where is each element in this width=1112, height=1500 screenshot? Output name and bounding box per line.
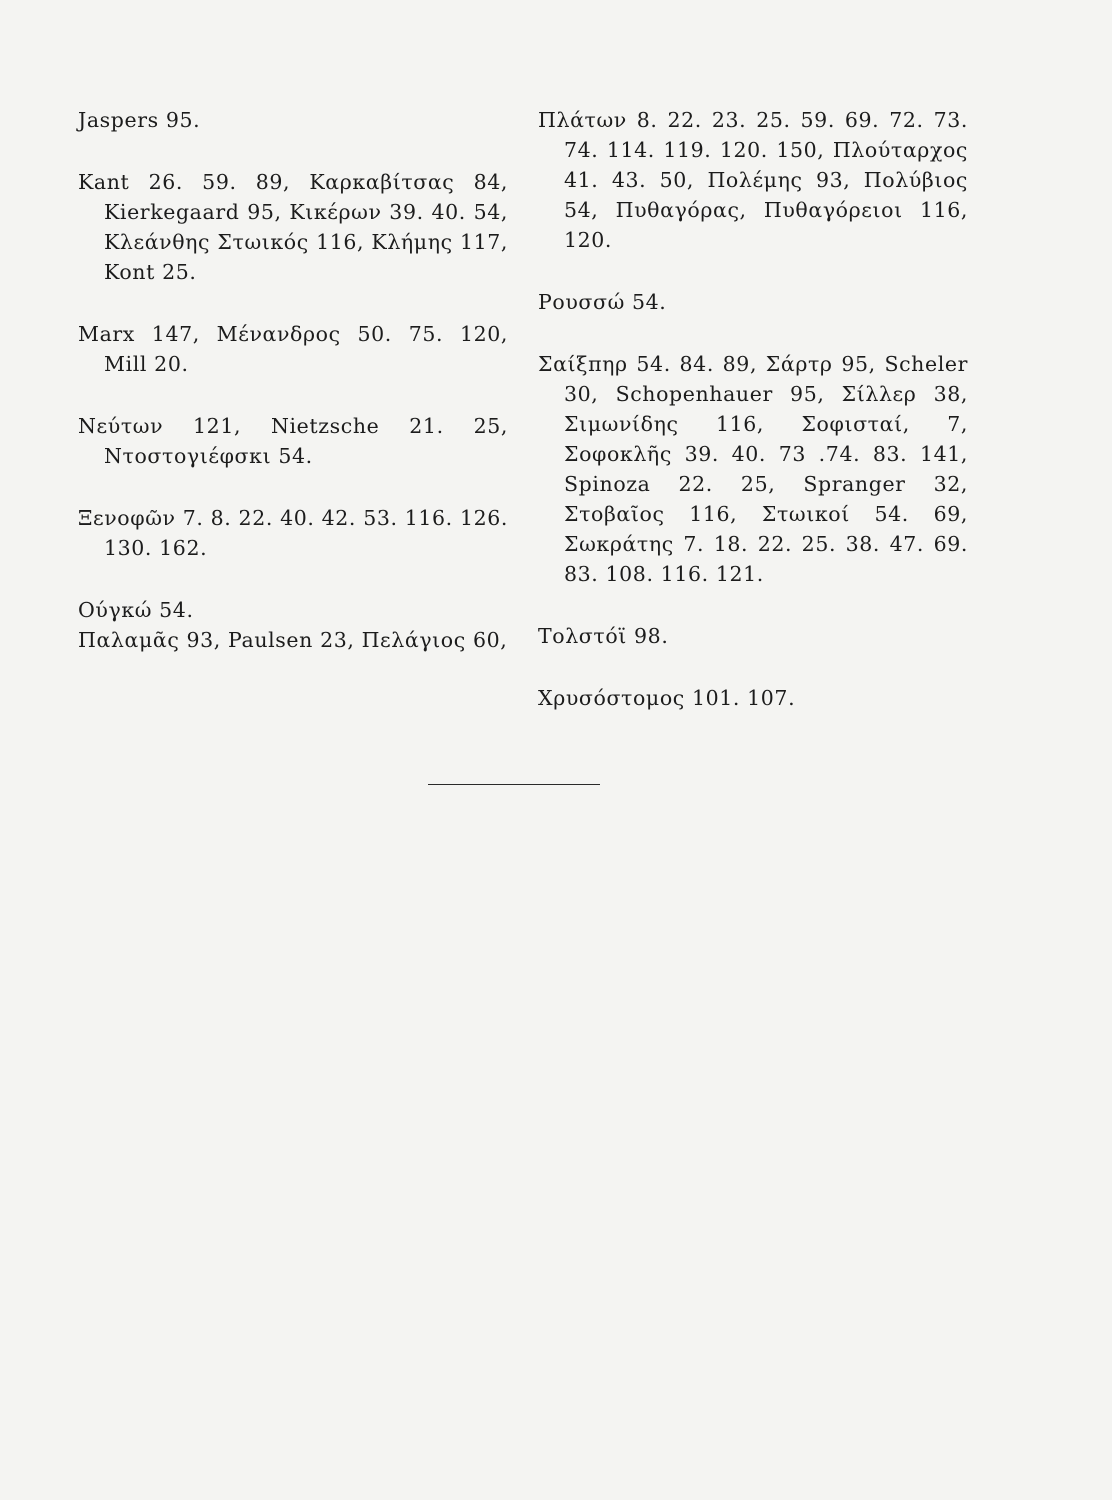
index-entry-xi: Ξενοφῶν 7. 8. 22. 40. 42. 53. 116. 126. 130. 162.: [78, 506, 508, 560]
index-right-column: [538, 105, 968, 713]
index-entry-p: Παλαμᾶς 93, Paulsen 23, Πελάγιος 60,: [78, 628, 508, 652]
index-entry-sigma: Σαίξπηρ 54. 84. 89, Σάρτρ 95, Scheler 30, Schopenhauer 95, Σίλλερ 38, Σιμωνίδης 116, Σοφισταί, 7, Σοφοκλῆς 39. 40. 73 .74. 83. 141, Spinoza 22. 25, Spranger 32, Στοβαῖος 116, Στωικοί 54. 69, Σωκράτης 7. 18. 22. 25. 38. 47. 69. 83. 108. 116. 121.: [538, 352, 968, 586]
index-entry-o: Ούγκώ 54.: [78, 598, 194, 622]
index-entry-n: Νεύτων 121, Nietzsche 21. 25, Ντοστογιέφσκι 54.: [78, 414, 508, 468]
index-entry-m: Marx 147, Μένανδρος 50. 75. 120, Mill 20.: [78, 322, 508, 376]
index-entry-pi: Πλάτων 8. 22. 23. 25. 59. 69. 72. 73. 74. 114. 119. 120. 150, Πλούταρχος 41. 43. 50, Πολέμης 93, Πολύβιος 54, Πυθαγόρας, Πυθαγόρειοι 116, 120.: [538, 108, 968, 252]
index-entry-k: Kant 26. 59. 89, Καρκαβίτσας 84, Kierkegaard 95, Κικέρων 39. 40. 54, Κλεάνθης Στωικός 116, Κλήμης 117, Kont 25.: [78, 170, 508, 284]
index-entry-rho: Ρουσσώ 54.: [538, 290, 667, 314]
index-entry-chi: Χρυσόστομος 101. 107.: [538, 686, 796, 710]
index-left-column: [78, 105, 508, 655]
end-rule: [428, 784, 600, 785]
index-entry-tau: Τολστόϊ 98.: [538, 624, 669, 648]
index-entry-j: Jaspers 95.: [78, 108, 201, 132]
